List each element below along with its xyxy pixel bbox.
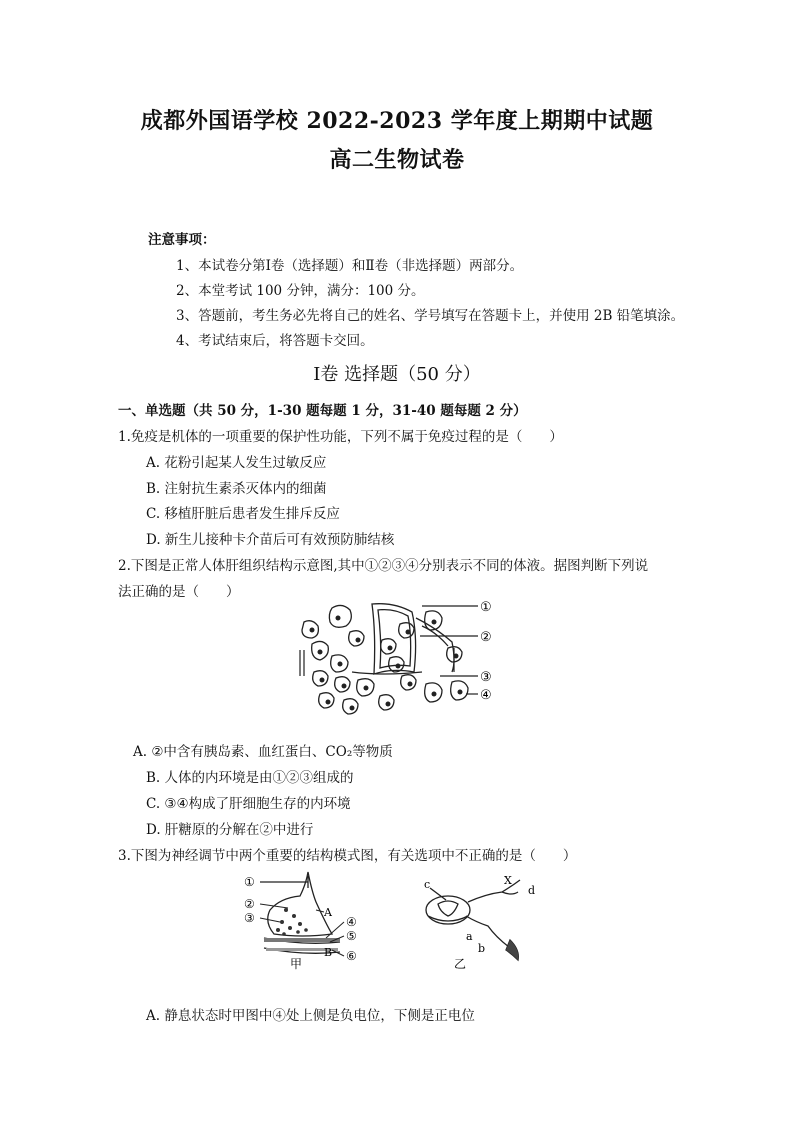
q3-yi-label-b: b <box>478 942 486 955</box>
section-subheading: 一、单选题（共 50 分，1-30 题每题 1 分，31-40 题每题 2 分） <box>118 403 527 419</box>
q3-yi-label-d: d <box>528 884 536 897</box>
q3-jia-label-3: ③ <box>244 911 255 925</box>
q2-option-d: D. 肝糖原的分解在②中进行 <box>146 822 314 838</box>
q2-fig-label-1: ① <box>480 600 492 615</box>
q2-fig-label-2: ② <box>480 630 492 645</box>
q2-stem-line2: 法正确的是（ ） <box>118 584 240 600</box>
q3-jia-label-5: ⑤ <box>346 929 357 943</box>
q3-option-a: A. 静息状态时甲图中④处上侧是负电位，下侧是正电位 <box>146 1008 475 1024</box>
note-item-3: 3、答题前，考生务必先将自己的姓名、学号填写在答题卡上，并使用 2B 铅笔填涂。 <box>176 308 685 324</box>
q3-jia-label-2: ② <box>244 897 255 911</box>
q2-option-a: A. ②中含有胰岛素、血红蛋白、CO₂等物质 <box>133 744 393 760</box>
exam-subtitle: 高二生物试卷 <box>329 147 465 173</box>
exam-title: 成都外国语学校 2022-2023 学年度上期期中试题 <box>140 108 654 134</box>
note-item-2: 2、本堂考试 100 分钟，满分：100 分。 <box>176 283 425 299</box>
reflex-arc-diagram-yi <box>420 870 540 974</box>
q3-yi-label-x: X <box>504 874 512 887</box>
q1-stem: 1.免疫是机体的一项重要的保护性功能，下列不属于免疫过程的是（ ） <box>118 429 563 445</box>
synapse-diagram-jia <box>240 870 360 974</box>
note-item-1: 1、本试卷分第Ⅰ卷（选择题）和Ⅱ卷（非选择题）两部分。 <box>176 258 524 274</box>
q2-stem-line1: 2.下图是正常人体肝组织结构示意图,其中①②③④分别表示不同的体液。据图判断下列说 <box>118 558 649 574</box>
liver-tissue-diagram <box>292 596 504 718</box>
q1-option-a: A. 花粉引起某人发生过敏反应 <box>146 455 327 471</box>
section-title: Ⅰ卷 选择题（50 分） <box>313 364 481 385</box>
note-item-4: 4、考试结束后，将答题卡交回。 <box>176 333 374 349</box>
q1-option-b: B. 注射抗生素杀灭体内的细菌 <box>146 481 327 497</box>
q3-yi-label-c: c <box>424 878 431 891</box>
q3-yi-label-a: a <box>466 930 473 943</box>
q2-fig-label-3: ③ <box>480 670 492 685</box>
q3-yi-caption: 乙 <box>454 957 467 971</box>
q3-stem: 3.下图为神经调节中两个重要的结构模式图，有关选项中不正确的是（ ） <box>118 848 577 864</box>
q2-option-c: C. ③④构成了肝细胞生存的内环境 <box>146 796 351 812</box>
q1-option-c: C. 移植肝脏后患者发生排斥反应 <box>146 506 340 522</box>
notes-heading: 注意事项： <box>148 232 216 248</box>
q3-jia-label-6: ⑥ <box>346 949 357 963</box>
q1-option-d: D. 新生儿接种卡介苗后可有效预防肺结核 <box>146 532 395 548</box>
q2-option-b: B. 人体的内环境是由①②③组成的 <box>146 770 354 786</box>
q3-jia-label-a: A <box>324 906 332 919</box>
q3-jia-label-b: B <box>324 946 333 959</box>
q3-jia-caption: 甲 <box>290 957 303 971</box>
q3-jia-label-1: ① <box>244 875 255 889</box>
q2-fig-label-4: ④ <box>480 688 492 703</box>
q3-jia-label-4: ④ <box>346 915 357 929</box>
